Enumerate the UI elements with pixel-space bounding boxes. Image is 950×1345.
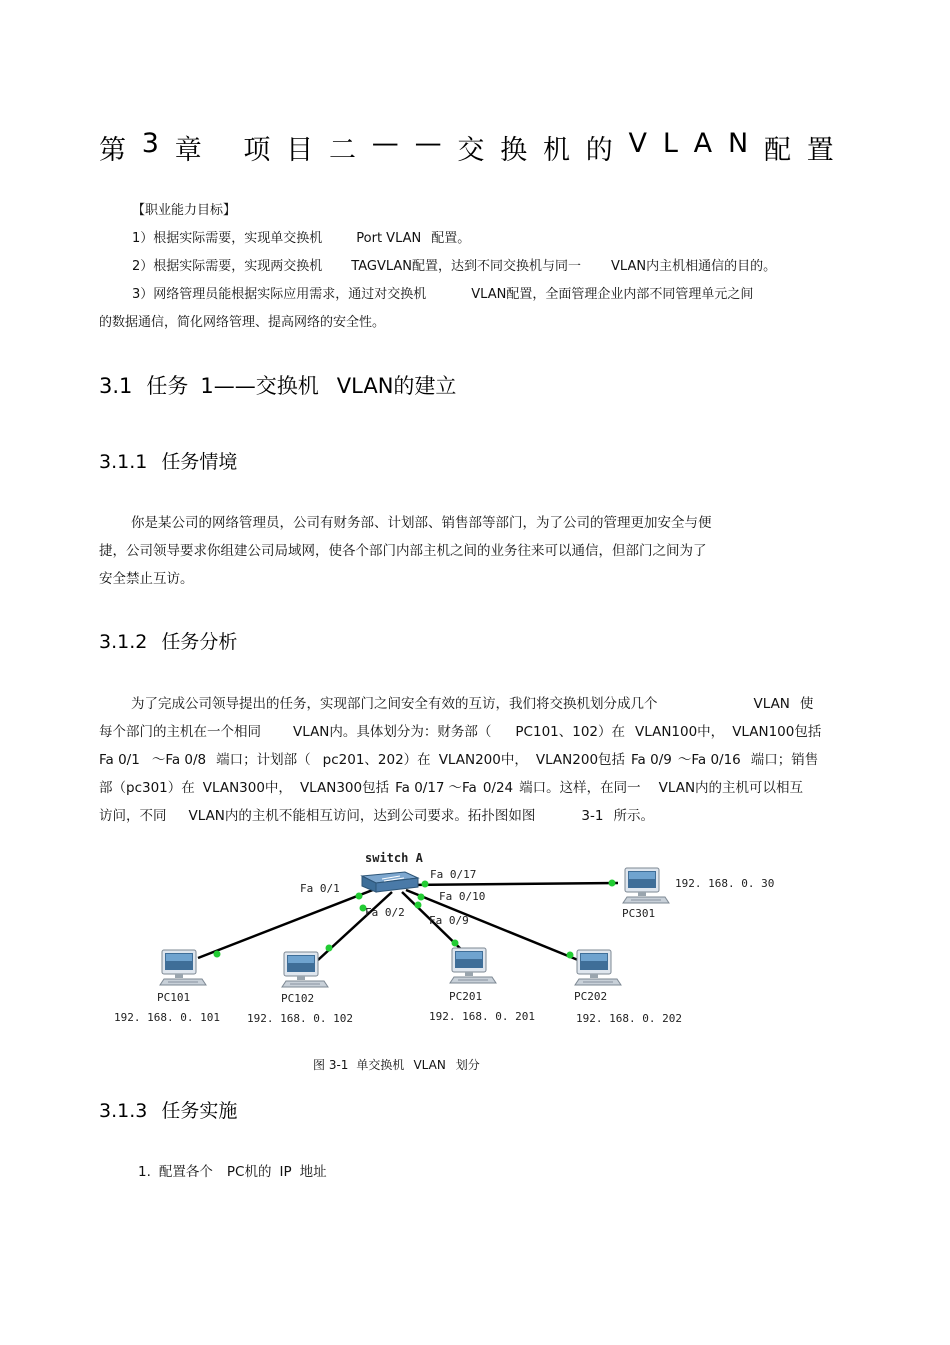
title-char: 章 — [174, 135, 202, 166]
port-label-fa01: Fa 0/1 — [300, 882, 340, 895]
port-label-fa017: Fa 0/17 — [430, 868, 477, 881]
port-led — [326, 945, 333, 952]
port-led — [609, 880, 616, 887]
title-char: 换 — [500, 135, 528, 166]
paragraph-line: 安全禁止互访。 — [99, 571, 194, 587]
title-char: 的 — [585, 135, 613, 166]
title-char: 3 — [141, 128, 159, 159]
title-char: V — [628, 128, 648, 159]
port-label-fa010: Fa 0/10 — [439, 890, 486, 903]
title-char: N — [727, 128, 749, 159]
pc101-ip: 192. 168. 0. 101 — [114, 1011, 220, 1024]
port-led — [418, 894, 425, 901]
title-char: L — [662, 128, 678, 159]
section-3-1-1-heading: 3.1.1 任务情境 — [99, 451, 238, 473]
pc101-name: PC101 — [157, 991, 191, 1004]
pc301-ip: 192. 168. 0. 30 — [675, 877, 775, 890]
paragraph-line: 每个部门的主机在一个相同 VLAN内。具体划分为：财务部（ PC101、102）在 VLAN100中， VLAN100包括 — [99, 724, 822, 740]
port-indicators — [214, 880, 616, 959]
port-led — [214, 951, 221, 958]
pc201-name: PC201 — [449, 990, 483, 1003]
link-fa01 — [198, 886, 383, 958]
title-char: 配 — [763, 135, 791, 166]
paragraph-line: 你是某公司的网络管理员，公司有财务部、计划部、销售部等部门，为了公司的管理更加安全与便 — [131, 515, 712, 531]
goal-2: 2）根据实际需要，实现两交换机 TAGVLAN配置，达到不同交换机与同一 VLAN内主机相通信的目的。 — [132, 259, 777, 274]
pc202-ip: 192. 168. 0. 202 — [576, 1012, 682, 1025]
paragraph-line: 访问，不同 VLAN内的主机不能相互访问，达到公司要求。拓扑图如图 3-1 所示。 — [99, 808, 654, 824]
paragraph-line: 部（pc301）在 VLAN300中， VLAN300包括 Fa 0/17 ～Fa 0/24 端口。这样，在同一 VLAN内的主机可以相互 — [99, 780, 804, 796]
port-led — [422, 881, 429, 888]
link-fa017 — [405, 883, 618, 885]
port-led — [356, 893, 363, 900]
port-led — [415, 902, 422, 909]
section-3-1-3-heading: 3.1.3 任务实施 — [99, 1100, 238, 1122]
paragraph-line: Fa 0/1 ～Fa 0/8 端口；计划部（ pc201、202）在 VLAN200中， VLAN200包括 Fa 0/9 ～Fa 0/16 端口；销售 — [99, 752, 819, 768]
port-led — [567, 952, 574, 959]
topology-diagram — [100, 848, 800, 1038]
pc301-name: PC301 — [622, 907, 656, 920]
title-char: 二 — [328, 135, 356, 166]
title-char: 机 — [542, 135, 570, 166]
switch-icon — [362, 872, 418, 892]
step-1: 1. 配置各个 PC机的 IP 地址 — [138, 1164, 327, 1180]
network-links — [198, 883, 618, 960]
pc202-icon — [575, 950, 621, 985]
title-char: 第 — [99, 135, 126, 166]
goal-1: 1）根据实际需要，实现单交换机 Port VLAN 配置。 — [132, 231, 471, 246]
pc101-icon — [160, 950, 206, 985]
switch-label: switch A — [365, 851, 423, 865]
title-char: 置 — [806, 135, 834, 166]
goals-heading: 【职业能力目标】 — [132, 203, 237, 218]
title-gap — [218, 128, 228, 167]
paragraph-line: 捷，公司领导要求你组建公司局域网，使各个部门内部主机之间的业务往来可以通信，但部门之间为了 — [99, 543, 707, 559]
pc102-name: PC102 — [281, 992, 315, 1005]
title-char: A — [693, 128, 713, 159]
pc201-ip: 192. 168. 0. 201 — [429, 1010, 535, 1023]
figure-caption: 图 3-1 单交换机 VLAN 划分 — [313, 1058, 480, 1072]
title-char: — — [414, 128, 442, 159]
title-char: — — [371, 128, 399, 159]
pc202-name: PC202 — [574, 990, 608, 1003]
goal-3-cont: 的数据通信，简化网络管理、提高网络的安全性。 — [99, 315, 386, 330]
port-label-fa09: Fa 0/9 — [429, 914, 469, 927]
chapter-title — [99, 128, 834, 167]
section-3-1-2-heading: 3.1.2 任务分析 — [99, 631, 238, 653]
section-3-1-heading: 3.1 任务 1——交换机 VLAN的建立 — [99, 374, 457, 398]
port-label-fa02: Fa 0/2 — [365, 906, 405, 919]
goal-3: 3）网络管理员能根据实际应用需求，通过对交换机 VLAN配置，全面管理企业内部不同管理单元之间 — [132, 287, 754, 302]
port-led — [452, 940, 459, 947]
title-char: 目 — [286, 135, 314, 166]
title-char: 项 — [243, 135, 271, 166]
paragraph-line: 为了完成公司领导提出的任务，实现部门之间安全有效的互访，我们将交换机划分成几个 VLAN 使 — [131, 696, 814, 712]
pc201-icon — [450, 948, 496, 983]
title-char: 交 — [457, 135, 485, 166]
pc102-ip: 192. 168. 0. 102 — [247, 1012, 353, 1025]
pc301-icon — [623, 868, 669, 903]
